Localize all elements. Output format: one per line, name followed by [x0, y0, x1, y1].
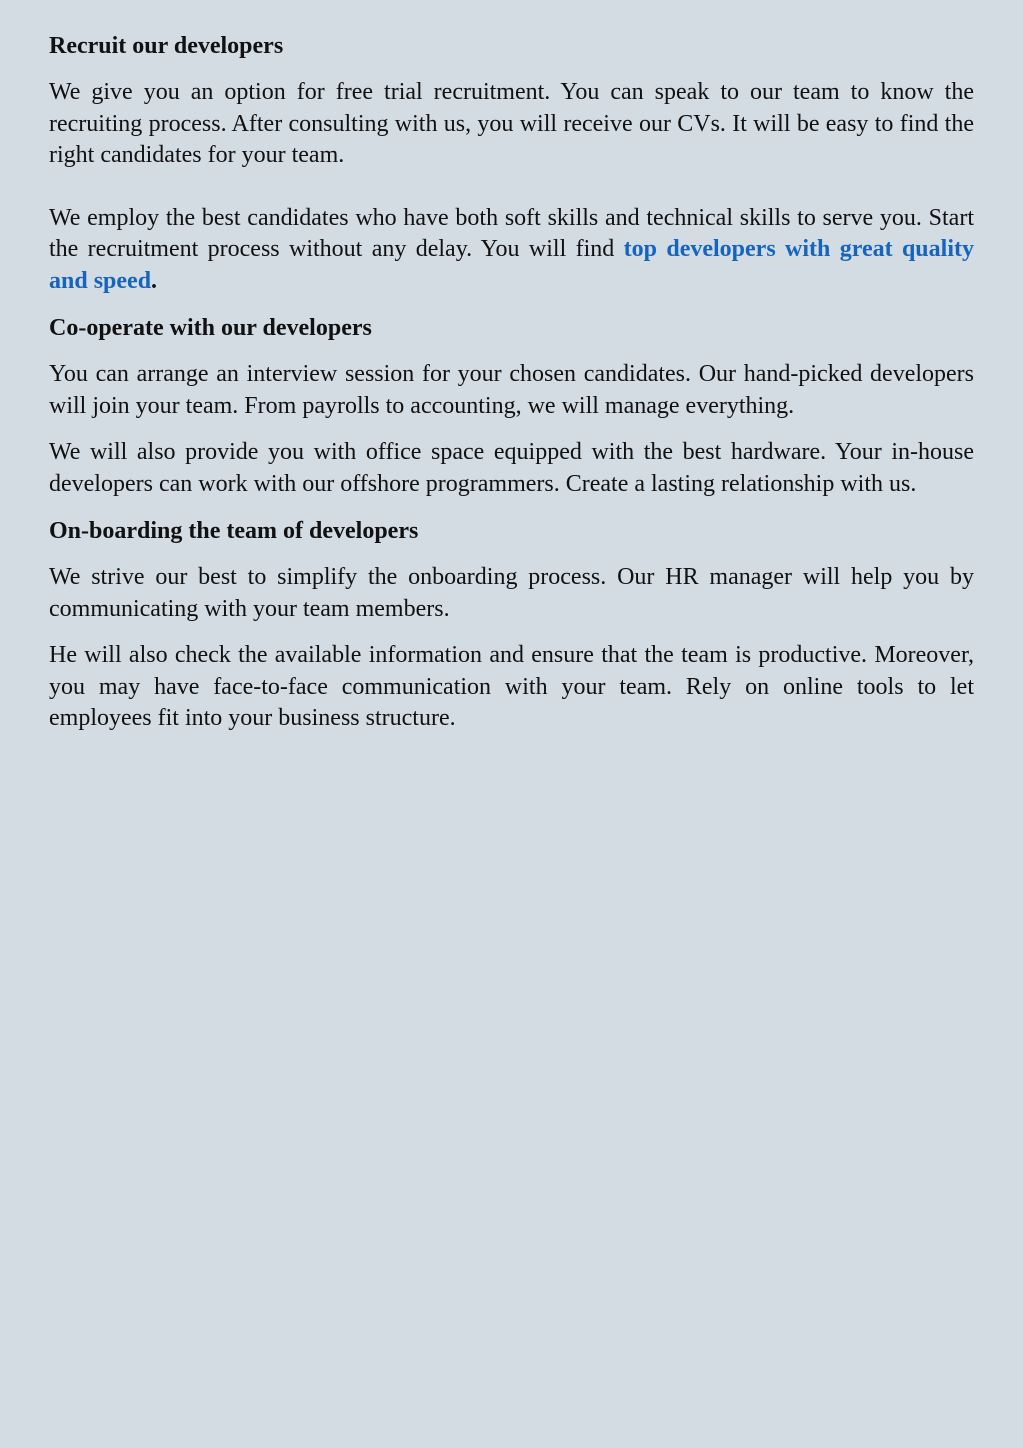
paragraph: We will also provide you with office space equipped with the best hardware. Your in-house developers can work with our offshore programmers. Create a lasting relationship with us.: [49, 439, 974, 497]
paragraph-text: We employ the best candidates who have both soft skills and technical skills to serve you. Start the recruitment process without any delay. You will find: [49, 204, 974, 262]
paragraph: You can arrange an interview session for your chosen candidates. Our hand-picked developers will join your team. From payrolls to accounting, we will manage everything.: [49, 361, 974, 419]
paragraph-with-link: [49, 203, 974, 298]
section-heading: On-boarding the team of developers: [49, 518, 419, 544]
paragraph: We strive our best to simplify the onboarding process. Our HR manager will help you by communicating with your team members.: [49, 564, 974, 622]
section-heading: Co-operate with our developers: [49, 315, 372, 341]
paragraph-end: .: [151, 267, 158, 294]
section-onboarding: [49, 515, 974, 735]
section-heading: Recruit our developers: [49, 33, 284, 59]
paragraph: We give you an option for free trial recruitment. You can speak to our team to know the recruiting process. After consulting with us, you will receive our CVs. It will be easy to find the right candidates for your team.: [49, 79, 974, 168]
section-cooperate: [49, 312, 974, 500]
top-developers-link[interactable]: top developers with great quality and speed: [49, 236, 974, 294]
paragraph: He will also check the available information and ensure that the team is productive. Moreover, you may have face-to-face communication with your team. Rely on online tools to let employees fit into your business structure.: [49, 642, 974, 731]
section-recruit: [49, 30, 974, 297]
